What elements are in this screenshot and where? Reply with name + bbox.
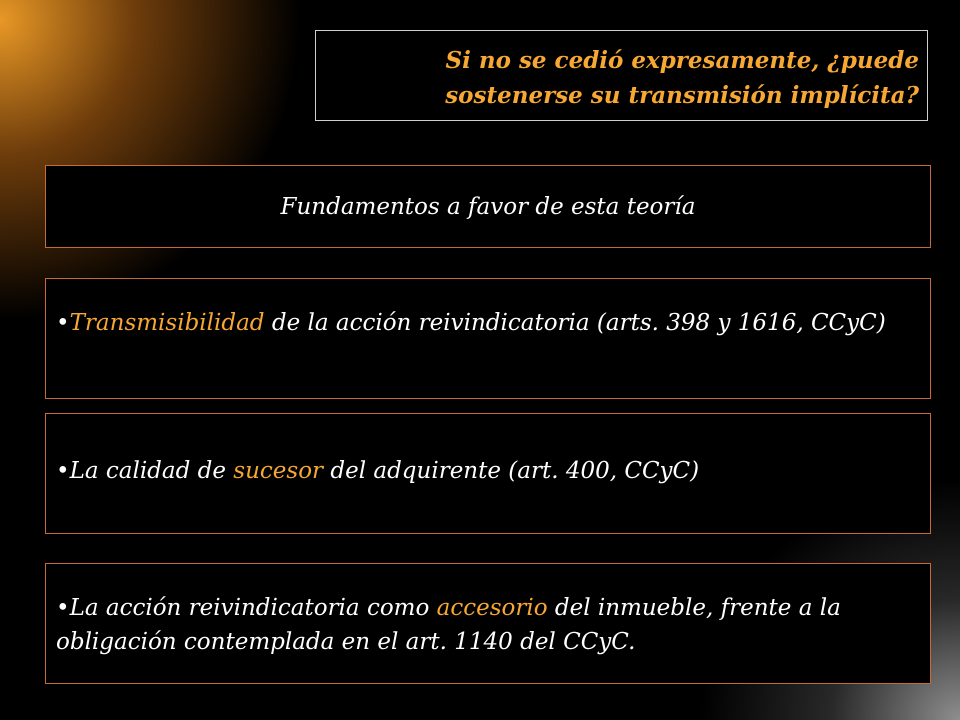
bullet-text-after: del adquirente (art. 400, CCyC) xyxy=(323,458,700,484)
section-heading-text: Fundamentos a favor de esta teoría xyxy=(280,194,696,220)
bullet-marker: • xyxy=(56,458,70,484)
bullet-marker: • xyxy=(56,310,70,336)
bullet-text: de la acción reivindicatoria (arts. 398 y 1616, CCyC) xyxy=(264,310,886,336)
bullet-item-transmisibilidad xyxy=(45,278,931,399)
slide-title-text: Si no se cedió expresamente, ¿puede sostenerse su transmisión implícita? xyxy=(445,47,919,109)
bullet-text-after: del inmueble, frente a la obligación contemplada en el art. 1140 del CCyC. xyxy=(56,595,841,655)
highlight-term: accesorio xyxy=(436,595,548,621)
slide-title xyxy=(315,30,928,121)
section-heading xyxy=(45,165,931,248)
bullet-text-before: La acción reivindicatoria como xyxy=(69,595,437,621)
highlight-term: Transmisibilidad xyxy=(69,310,265,336)
highlight-term: sucesor xyxy=(233,458,324,484)
bullet-text-before: La calidad de xyxy=(69,458,234,484)
bullet-item-accesorio xyxy=(45,563,931,684)
bullet-marker: • xyxy=(56,595,70,621)
bullet-item-sucesor xyxy=(45,413,931,534)
